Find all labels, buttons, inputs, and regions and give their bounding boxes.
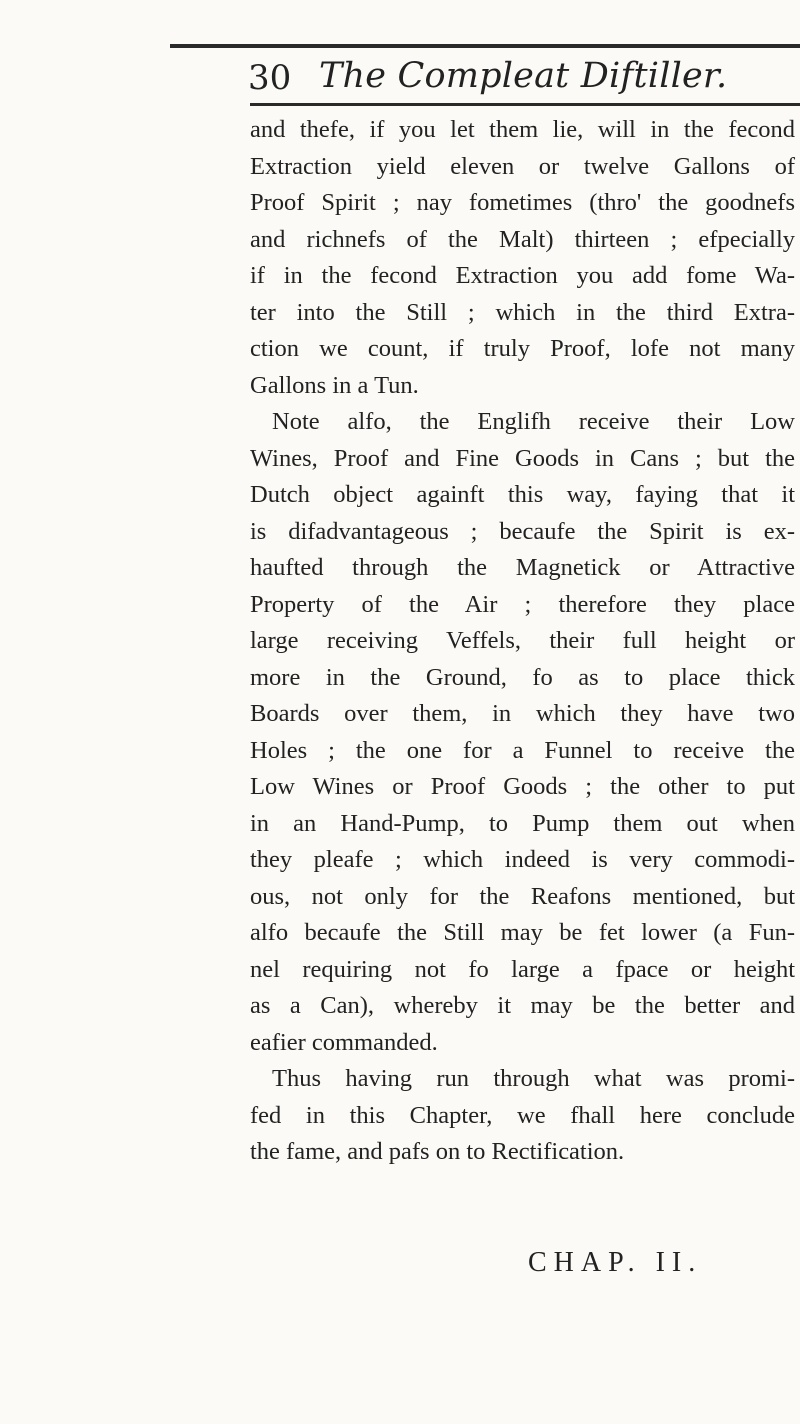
text-line: Property of the Air ; therefore they place	[250, 590, 795, 618]
body-text	[250, 112, 795, 1171]
text-line: if in the fecond Extraction you add fome Wa-	[250, 262, 795, 289]
text-line: as a Can), whereby it may be the better and	[250, 992, 795, 1019]
text-line: ction we count, if truly Proof, lofe not many	[250, 335, 795, 362]
text-line: eafier commanded.	[250, 1028, 438, 1056]
text-line: Low Wines or Proof Goods ; the other to put	[250, 773, 795, 800]
text-line: more in the Ground, fo as to place thick	[250, 663, 795, 691]
text-line: Boards over them, in which they have two	[250, 700, 795, 727]
text-line: haufted through the Magnetick or Attractive	[250, 554, 795, 581]
text-line: and thefe, if you let them lie, will in the fecond	[250, 116, 795, 143]
running-title: The Compleat Diftiller.	[319, 56, 728, 96]
text-line: in an Hand-Pump, to Pump them out when	[250, 809, 795, 837]
text-line: nel requiring not fo large a fpace or height	[250, 955, 795, 983]
text-line: they pleafe ; which indeed is very commodi-	[250, 846, 795, 873]
text-line: Extraction yield eleven or twelve Gallons of	[250, 152, 795, 180]
text-line: is difadvantageous ; becaufe the Spirit is ex-	[250, 517, 795, 545]
text-line: large receiving Veffels, their full height or	[250, 627, 795, 654]
text-line: Thus having run through what was promi-	[272, 1065, 795, 1092]
header-rule	[250, 103, 800, 106]
text-line: Gallons in a Tun.	[250, 371, 419, 399]
text-line: Proof Spirit ; nay fometimes (thro' the goodnefs	[250, 189, 795, 216]
page-number: 30	[248, 58, 292, 98]
text-line: Holes ; the one for a Funnel to receive the	[250, 736, 795, 764]
text-line: fed in this Chapter, we fhall here conclude	[250, 1101, 795, 1129]
text-line: Wines, Proof and Fine Goods in Cans ; but the	[250, 444, 795, 472]
text-line: alfo becaufe the Still may be fet lower (a Fun-	[250, 919, 795, 946]
page-header	[0, 50, 800, 102]
top-rule	[170, 44, 800, 48]
text-line: Note alfo, the Englifh receive their Low	[272, 408, 795, 435]
text-line: the fame, and pafs on to Rectification.	[250, 1138, 625, 1165]
chapter-heading: CHAP. II.	[528, 1247, 703, 1278]
text-line: ous, not only for the Reafons mentioned, but	[250, 882, 795, 910]
text-line: ter into the Still ; which in the third Extra-	[250, 298, 795, 326]
text-line: Dutch object againft this way, faying that it	[250, 481, 795, 508]
text-line: and richnefs of the Malt) thirteen ; efpecially	[250, 225, 795, 253]
